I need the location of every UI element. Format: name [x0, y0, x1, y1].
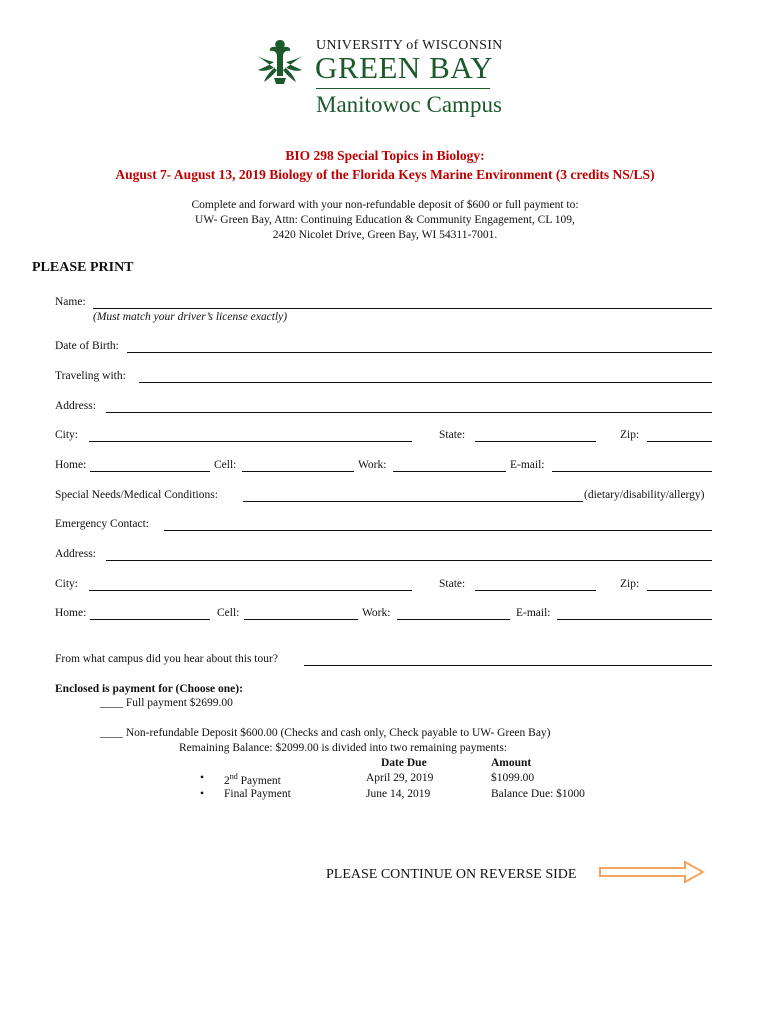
address-label: Address: — [55, 400, 96, 412]
work-phone-label: Work: — [358, 459, 387, 471]
logo-green-bay-text: GREEN BAY — [315, 50, 494, 85]
emergency-home-label: Home: — [55, 607, 87, 619]
continue-reverse-text: PLEASE CONTINUE ON REVERSE SIDE — [326, 867, 577, 882]
payment-heading: Enclosed is payment for (Choose one): — [55, 683, 243, 695]
emergency-work-label: Work: — [362, 607, 391, 619]
logo-divider — [316, 88, 490, 89]
special-needs-field[interactable] — [243, 501, 583, 502]
dob-field[interactable] — [127, 352, 712, 353]
please-print-heading: PLEASE PRINT — [32, 260, 134, 275]
phoenix-logo-icon — [252, 36, 308, 86]
state-label: State: — [439, 429, 466, 441]
emergency-contact-field[interactable] — [164, 530, 712, 531]
emergency-zip-field[interactable] — [647, 590, 712, 591]
email-label: E-mail: — [510, 459, 545, 471]
special-needs-suffix: (dietary/disability/allergy) — [584, 489, 705, 501]
emergency-cell-field[interactable] — [244, 619, 358, 620]
emergency-zip-label: Zip: — [620, 578, 640, 590]
state-field[interactable] — [475, 441, 596, 442]
email-field[interactable] — [552, 471, 712, 472]
instructions-line-1: Complete and forward with your non-refundable deposit of $600 or full payment to: — [191, 199, 579, 211]
name-field[interactable] — [93, 308, 712, 309]
page-title: BIO 298 Special Topics in Biology: — [285, 148, 485, 163]
traveling-with-field[interactable] — [139, 382, 712, 383]
right-arrow-icon — [599, 860, 705, 884]
emergency-home-field[interactable] — [90, 619, 210, 620]
cell-phone-field[interactable] — [242, 471, 354, 472]
cell-phone-label: Cell: — [214, 459, 237, 471]
emergency-cell-label: Cell: — [217, 607, 240, 619]
city-label: City: — [55, 429, 79, 441]
special-needs-label: Special Needs/Medical Conditions: — [55, 489, 218, 501]
traveling-with-label: Traveling with: — [55, 370, 126, 382]
zip-label: Zip: — [620, 429, 640, 441]
emergency-city-field[interactable] — [89, 590, 412, 591]
payment-row-amount: $1099.00 — [491, 772, 535, 784]
amount-header: Amount — [491, 757, 532, 769]
name-label: Name: — [55, 296, 86, 308]
dob-label: Date of Birth: — [55, 340, 119, 352]
instructions-line-2: UW- Green Bay, Attn: Continuing Education & Community Engagement, CL 109, — [195, 214, 575, 226]
work-phone-field[interactable] — [393, 471, 506, 472]
emergency-city-label: City: — [55, 578, 79, 590]
emergency-address-field[interactable] — [106, 560, 712, 561]
payment-row-date: June 14, 2019 — [366, 788, 431, 800]
payment-row-amount: Balance Due: $1000 — [491, 788, 585, 800]
instructions-line-3: 2420 Nicolet Drive, Green Bay, WI 54311-7001. — [272, 229, 498, 241]
address-field[interactable] — [106, 412, 712, 413]
emergency-contact-label: Emergency Contact: — [55, 518, 149, 530]
payment-row-label: 2nd Payment — [224, 772, 281, 787]
bullet-icon: • — [200, 772, 205, 784]
logo-campus-text: Manitowoc Campus — [316, 92, 502, 117]
full-payment-option[interactable]: ____ Full payment $2699.00 — [100, 697, 233, 709]
emergency-state-label: State: — [439, 578, 466, 590]
deposit-option[interactable]: ____ Non-refundable Deposit $600.00 (Checks and cash only, Check payable to UW- Green Bay) — [100, 727, 551, 739]
payment-row-date: April 29, 2019 — [366, 772, 434, 784]
city-field[interactable] — [89, 441, 412, 442]
zip-field[interactable] — [647, 441, 712, 442]
campus-question-label: From what campus did you hear about this tour? — [55, 653, 278, 665]
bullet-icon: • — [200, 788, 205, 800]
home-phone-field[interactable] — [90, 471, 210, 472]
page-subtitle: August 7- August 13, 2019 Biology of the Florida Keys Marine Environment (3 credits NS/LS) — [115, 167, 655, 182]
emergency-state-field[interactable] — [475, 590, 596, 591]
payment-row-label: Final Payment — [224, 788, 291, 800]
emergency-email-field[interactable] — [557, 619, 712, 620]
campus-question-field[interactable] — [304, 665, 712, 666]
home-phone-label: Home: — [55, 459, 87, 471]
emergency-work-field[interactable] — [397, 619, 510, 620]
name-note: (Must match your driver’s license exactly) — [93, 311, 288, 323]
emergency-email-label: E-mail: — [516, 607, 551, 619]
date-due-header: Date Due — [381, 757, 427, 769]
emergency-address-label: Address: — [55, 548, 96, 560]
remaining-balance-text: Remaining Balance: $2099.00 is divided into two remaining payments: — [179, 742, 508, 754]
logo-university-text: UNIVERSITY of WISCONSIN — [316, 38, 503, 53]
